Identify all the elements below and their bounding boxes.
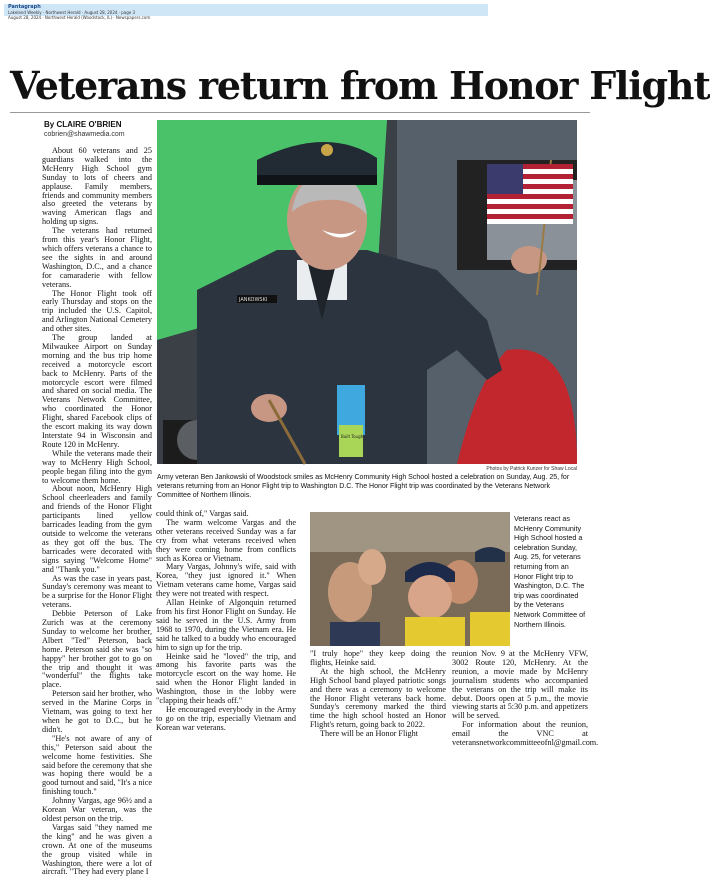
article-paragraph: "He's not aware of any of this," Peterson said about the welcome home festivities. She said before the ceremony that she was hoping there would be a good turnout and said, "It's a nice finishing touch." (42, 733, 152, 797)
article-paragraph: Heinke said he "loved" the trip, and among his favorite parts was the motorcycle escort on the way home. He said when the Honor Flight landed in Washington, those in the lobby were "clapping their heads off." (156, 651, 296, 706)
headline-rule (10, 112, 590, 113)
veterans-crowd-photo (310, 512, 510, 646)
byline-name: By CLAIRE O'BRIEN (44, 120, 122, 129)
article-paragraph: Allan Heinke of Algonquin returned from his first Honor Flight on Sunday. He said he served in the U.S. Army from 1968 to 1970, during the Vietnam era. He said he talked to a buddy who encouraged him to sign up for the trip. (156, 598, 296, 652)
crowd-photo-caption: Veterans react as McHenry Community High School hosted a celebration Sunday, Aug. 25, for veterans returning from an Honor Flight trip to Washington, D.C. The trip was coordinated by the Veterans Network Committee of Northern Illinois. (514, 514, 586, 629)
article-paragraph: "I truly hope" they keep doing the flights, Heinke said. (310, 649, 446, 667)
article-paragraph: Johnny Vargas, age 96½ and a Korean War veteran, was the oldest person on the trip. (42, 796, 152, 823)
article-paragraph: He encouraged everybody in the Army to go on the trip, especially Vietnam and Korean war veterans. (156, 704, 296, 732)
article-paragraph: The group landed at Milwaukee Airport on Sunday morning and the bus trip home received a motorcycle escort back to McHenry. Parts of the motorcycle escort were filmed and shared on social media. The Veterans Network Committee, who coordinated the Honor Flight, shared Facebook clips of the escort making its way down Interstate 94 in Wisconsin and Route 120 in McHenry. (42, 333, 152, 449)
american-flag (487, 164, 573, 224)
article-paragraph: For information about the reunion, email the VNC at veteransnetworkcommitteeofnl@gmail.com. (452, 720, 599, 748)
article-paragraph: At the high school, the McHenry High School band played patriotic songs and there was a ceremony to welcome the Honor Flight veterans back home. Sunday's ceremony marked the third time the high school hosted an Honor Flight's return, going back to 2022. (310, 666, 446, 730)
article-column-4 (452, 649, 599, 798)
veteran-hand (251, 394, 287, 422)
source-line-1: Lakeland Weekly · Northwest Herald · August 28, 2024 · page 3 (8, 10, 136, 15)
main-photo-caption: Army veteran Ben Jankowski of Woodstock smiles as McHenry Community High School hosted a celebration on Sunday, Aug. 25, for veterans returning from an Honor Flight trip to Washington D.C. The Honor Flight trip was coordinated by the Veterans Network Committee of Northern Illinois. (157, 474, 570, 499)
nameplate-text: JANKOWSKI (239, 297, 268, 303)
article-headline: Veterans return from Honor Flight (10, 63, 710, 108)
article-paragraph: Vargas said "they named me the king" and he was given a crown. At one of the museums the group visited while in Washington, there were a lot of aircraft. "They had every plane I (42, 822, 152, 877)
article-paragraph: could think of," Vargas said. (156, 509, 249, 518)
article-column-3 (310, 650, 446, 798)
article-paragraph: The warm welcome Vargas and the other veterans received Sunday was a far cry from what veterans received when they were coming home from conflicts such as Korea or Vietnam. (156, 517, 296, 563)
yellow-shirt (405, 617, 465, 646)
article-column-1 (42, 146, 152, 877)
article-paragraph: As was the case in years past, Sunday's ceremony was meant to be a surprise for the Honor Flight veterans. (42, 573, 152, 610)
article-paragraph: Mary Vargas, Johnny's wife, said with Korea, "they just ignored it." When Vietnam veterans came home, Vargas said they were not treated with respect. (156, 562, 296, 599)
source-logo: Pantagraph (8, 4, 41, 10)
source-header (8, 5, 208, 20)
article-paragraph: About noon, McHenry High School cheerleaders and family and friends of the Honor Flight participants lined yellow barricades leading from the gym outside to welcome the veterans as they got off the bus. The barricades were decorated with signs saying "Welcome Home" and "Thank you." (42, 484, 152, 574)
article-paragraph: Debbie Peterson of Lake Zurich was at the ceremony Sunday to welcome her brother, Albert "Ted" Peterson, back home. Peterson said she was "so happy" her brother got to go on the trip and thought it was "wonderful" the flights take place. (42, 609, 152, 690)
article-paragraph: There will be an Honor Flight (320, 729, 419, 739)
article-paragraph: While the veterans made their way to McHenry High School, people began filing into the gym to welcome them home. (42, 448, 152, 485)
clapping-hands (358, 549, 386, 585)
article-paragraph: reunion Nov. 9 at the McHenry VFW, 3002 Route 120, McHenry. At the reunion, a movie made by McHenry journalism students who accompanied the veterans on the trip will make its debut. Doors open at 5 p.m., the movie viewing starts at 5:30 p.m. and appetizers will be served. (452, 649, 588, 721)
article-paragraph: About 60 veterans and 25 guardians walked into the McHenry High School gym Sunday to lots of cheers and applause. Family members, friends and community members also greeted the veterans by waving American flags and holding up signs. (42, 146, 152, 227)
main-photo (157, 120, 577, 464)
article-column-2 (156, 510, 296, 798)
byline-email: cobrien@shawmedia.com (44, 131, 125, 138)
article-paragraph: The Honor Flight took off early Thursday and stops on the trip included the U.S. Capitol, and Arlington National Cemetery and other sites. (42, 288, 152, 334)
source-line-2: August 28, 2024 · Northwest Herald (Woodstock, IL) · Newspapers.com (8, 15, 151, 20)
byline (44, 120, 154, 139)
photo-credit: Photos by Patrick Kunzer for Shaw Local (486, 466, 577, 472)
badge-text: Built Tough (341, 434, 364, 439)
article-paragraph: Peterson said her brother, who served in the Marine Corps in Vietnam, was going to text her when he got to D.C., but he didn't. (42, 689, 152, 734)
article-paragraph: The veterans had returned from this year's Honor Flight, which offers veterans a chance to see the sights in and around Washington, D.C., and a chance for camaraderie with fellow veterans. (42, 226, 152, 289)
